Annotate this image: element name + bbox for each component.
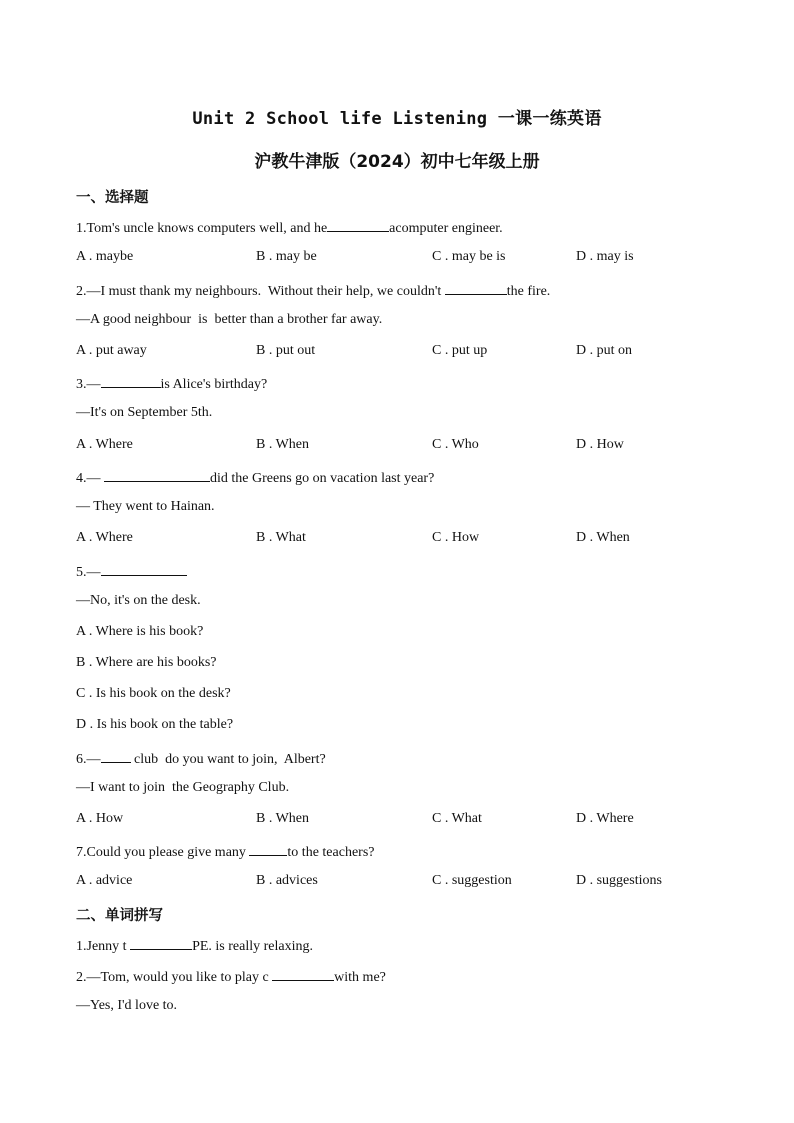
option-d[interactable]: D . put on <box>576 343 632 358</box>
answer-blank[interactable] <box>104 468 210 482</box>
question-7 <box>76 842 374 861</box>
option-b[interactable]: B . When <box>256 437 310 452</box>
question-text: 3.— <box>76 377 101 392</box>
spelling-2 <box>76 967 386 986</box>
question-text: 2.—Tom, would you like to play c <box>76 970 273 985</box>
question-text: club do you want to join, Albert? <box>130 752 326 767</box>
option-d[interactable]: D . When <box>576 530 630 545</box>
option-a[interactable]: A . maybe <box>76 249 134 264</box>
answer-blank[interactable] <box>101 562 187 576</box>
option-a[interactable]: A . put away <box>76 343 147 358</box>
option-a[interactable]: A . advice <box>76 873 133 888</box>
question-2 <box>76 281 550 300</box>
spelling-1 <box>76 936 313 955</box>
document-subtitle: 沪教牛津版（2024）初中七年级上册 <box>254 152 540 172</box>
options-7 <box>76 873 716 891</box>
option-b[interactable]: B . may be <box>256 249 317 264</box>
question-text: acomputer engineer. <box>389 221 503 236</box>
option-d[interactable]: D . may is <box>576 249 634 264</box>
options-2 <box>76 343 716 361</box>
question-text: 2.—I must thank my neighbours. Without their help, we couldn't <box>76 284 445 299</box>
question-text: PE. is really relaxing. <box>192 939 313 954</box>
option-d[interactable]: D . How <box>576 437 624 452</box>
question-3 <box>76 374 267 393</box>
question-text: 7.Could you please give many <box>76 845 250 860</box>
option-a[interactable]: A . Where <box>76 530 133 545</box>
option-b[interactable]: B . Where are his books? <box>76 655 217 670</box>
option-c[interactable]: C . What <box>432 811 482 826</box>
option-a[interactable]: A . How <box>76 811 124 826</box>
answer-blank[interactable] <box>101 374 161 388</box>
question-5-reply: —No, it's on the desk. <box>76 593 201 608</box>
answer-blank[interactable] <box>327 218 389 232</box>
option-d[interactable]: D . Where <box>576 811 634 826</box>
option-c[interactable]: C . suggestion <box>432 873 512 888</box>
question-text: is Alice's birthday? <box>160 377 268 392</box>
spelling-2-reply: —Yes, I'd love to. <box>76 998 178 1013</box>
options-4 <box>76 530 716 548</box>
options-1 <box>76 249 716 267</box>
answer-blank[interactable] <box>272 967 334 981</box>
section-heading-choice: 一、选择题 <box>76 190 149 206</box>
question-text: 1.Tom's uncle knows computers well, and he <box>76 221 328 236</box>
question-6-reply: —I want to join the Geography Club. <box>76 780 290 795</box>
option-b[interactable]: B . When <box>256 811 310 826</box>
question-2-reply: —A good neighbour is better than a brother far away. <box>76 312 383 327</box>
option-d[interactable]: D . suggestions <box>576 873 662 888</box>
question-3-reply: —It's on September 5th. <box>76 405 213 420</box>
option-c[interactable]: C . Who <box>432 437 479 452</box>
option-b[interactable]: B . advices <box>256 873 318 888</box>
option-c[interactable]: C . may be is <box>432 249 506 264</box>
answer-blank[interactable] <box>101 749 131 763</box>
question-text: with me? <box>334 970 386 985</box>
section-heading-spelling: 二、单词拼写 <box>76 908 163 924</box>
question-text: to the teachers? <box>287 845 375 860</box>
question-5 <box>76 562 187 581</box>
option-d[interactable]: D . Is his book on the table? <box>76 717 234 732</box>
question-4-reply: — They went to Hainan. <box>76 499 215 514</box>
answer-blank[interactable] <box>445 281 507 295</box>
question-1 <box>76 218 503 237</box>
question-text: 1.Jenny t <box>76 939 131 954</box>
option-a[interactable]: A . Where is his book? <box>76 624 204 639</box>
answer-blank[interactable] <box>249 842 287 856</box>
option-c[interactable]: C . Is his book on the desk? <box>76 686 231 701</box>
question-text: the fire. <box>506 284 551 299</box>
option-a[interactable]: A . Where <box>76 437 133 452</box>
question-text: 4.— <box>76 471 104 486</box>
document-title: Unit 2 School life Listening 一课一练英语 <box>192 109 602 129</box>
options-3 <box>76 437 716 455</box>
options-6 <box>76 811 716 829</box>
option-c[interactable]: C . How <box>432 530 480 545</box>
question-text: 6.— <box>76 752 101 767</box>
question-6 <box>76 749 326 768</box>
question-4 <box>76 468 434 487</box>
option-b[interactable]: B . What <box>256 530 306 545</box>
option-c[interactable]: C . put up <box>432 343 488 358</box>
answer-blank[interactable] <box>130 936 192 950</box>
question-text: 5.— <box>76 565 101 580</box>
question-text: did the Greens go on vacation last year? <box>210 471 435 486</box>
option-b[interactable]: B . put out <box>256 343 316 358</box>
